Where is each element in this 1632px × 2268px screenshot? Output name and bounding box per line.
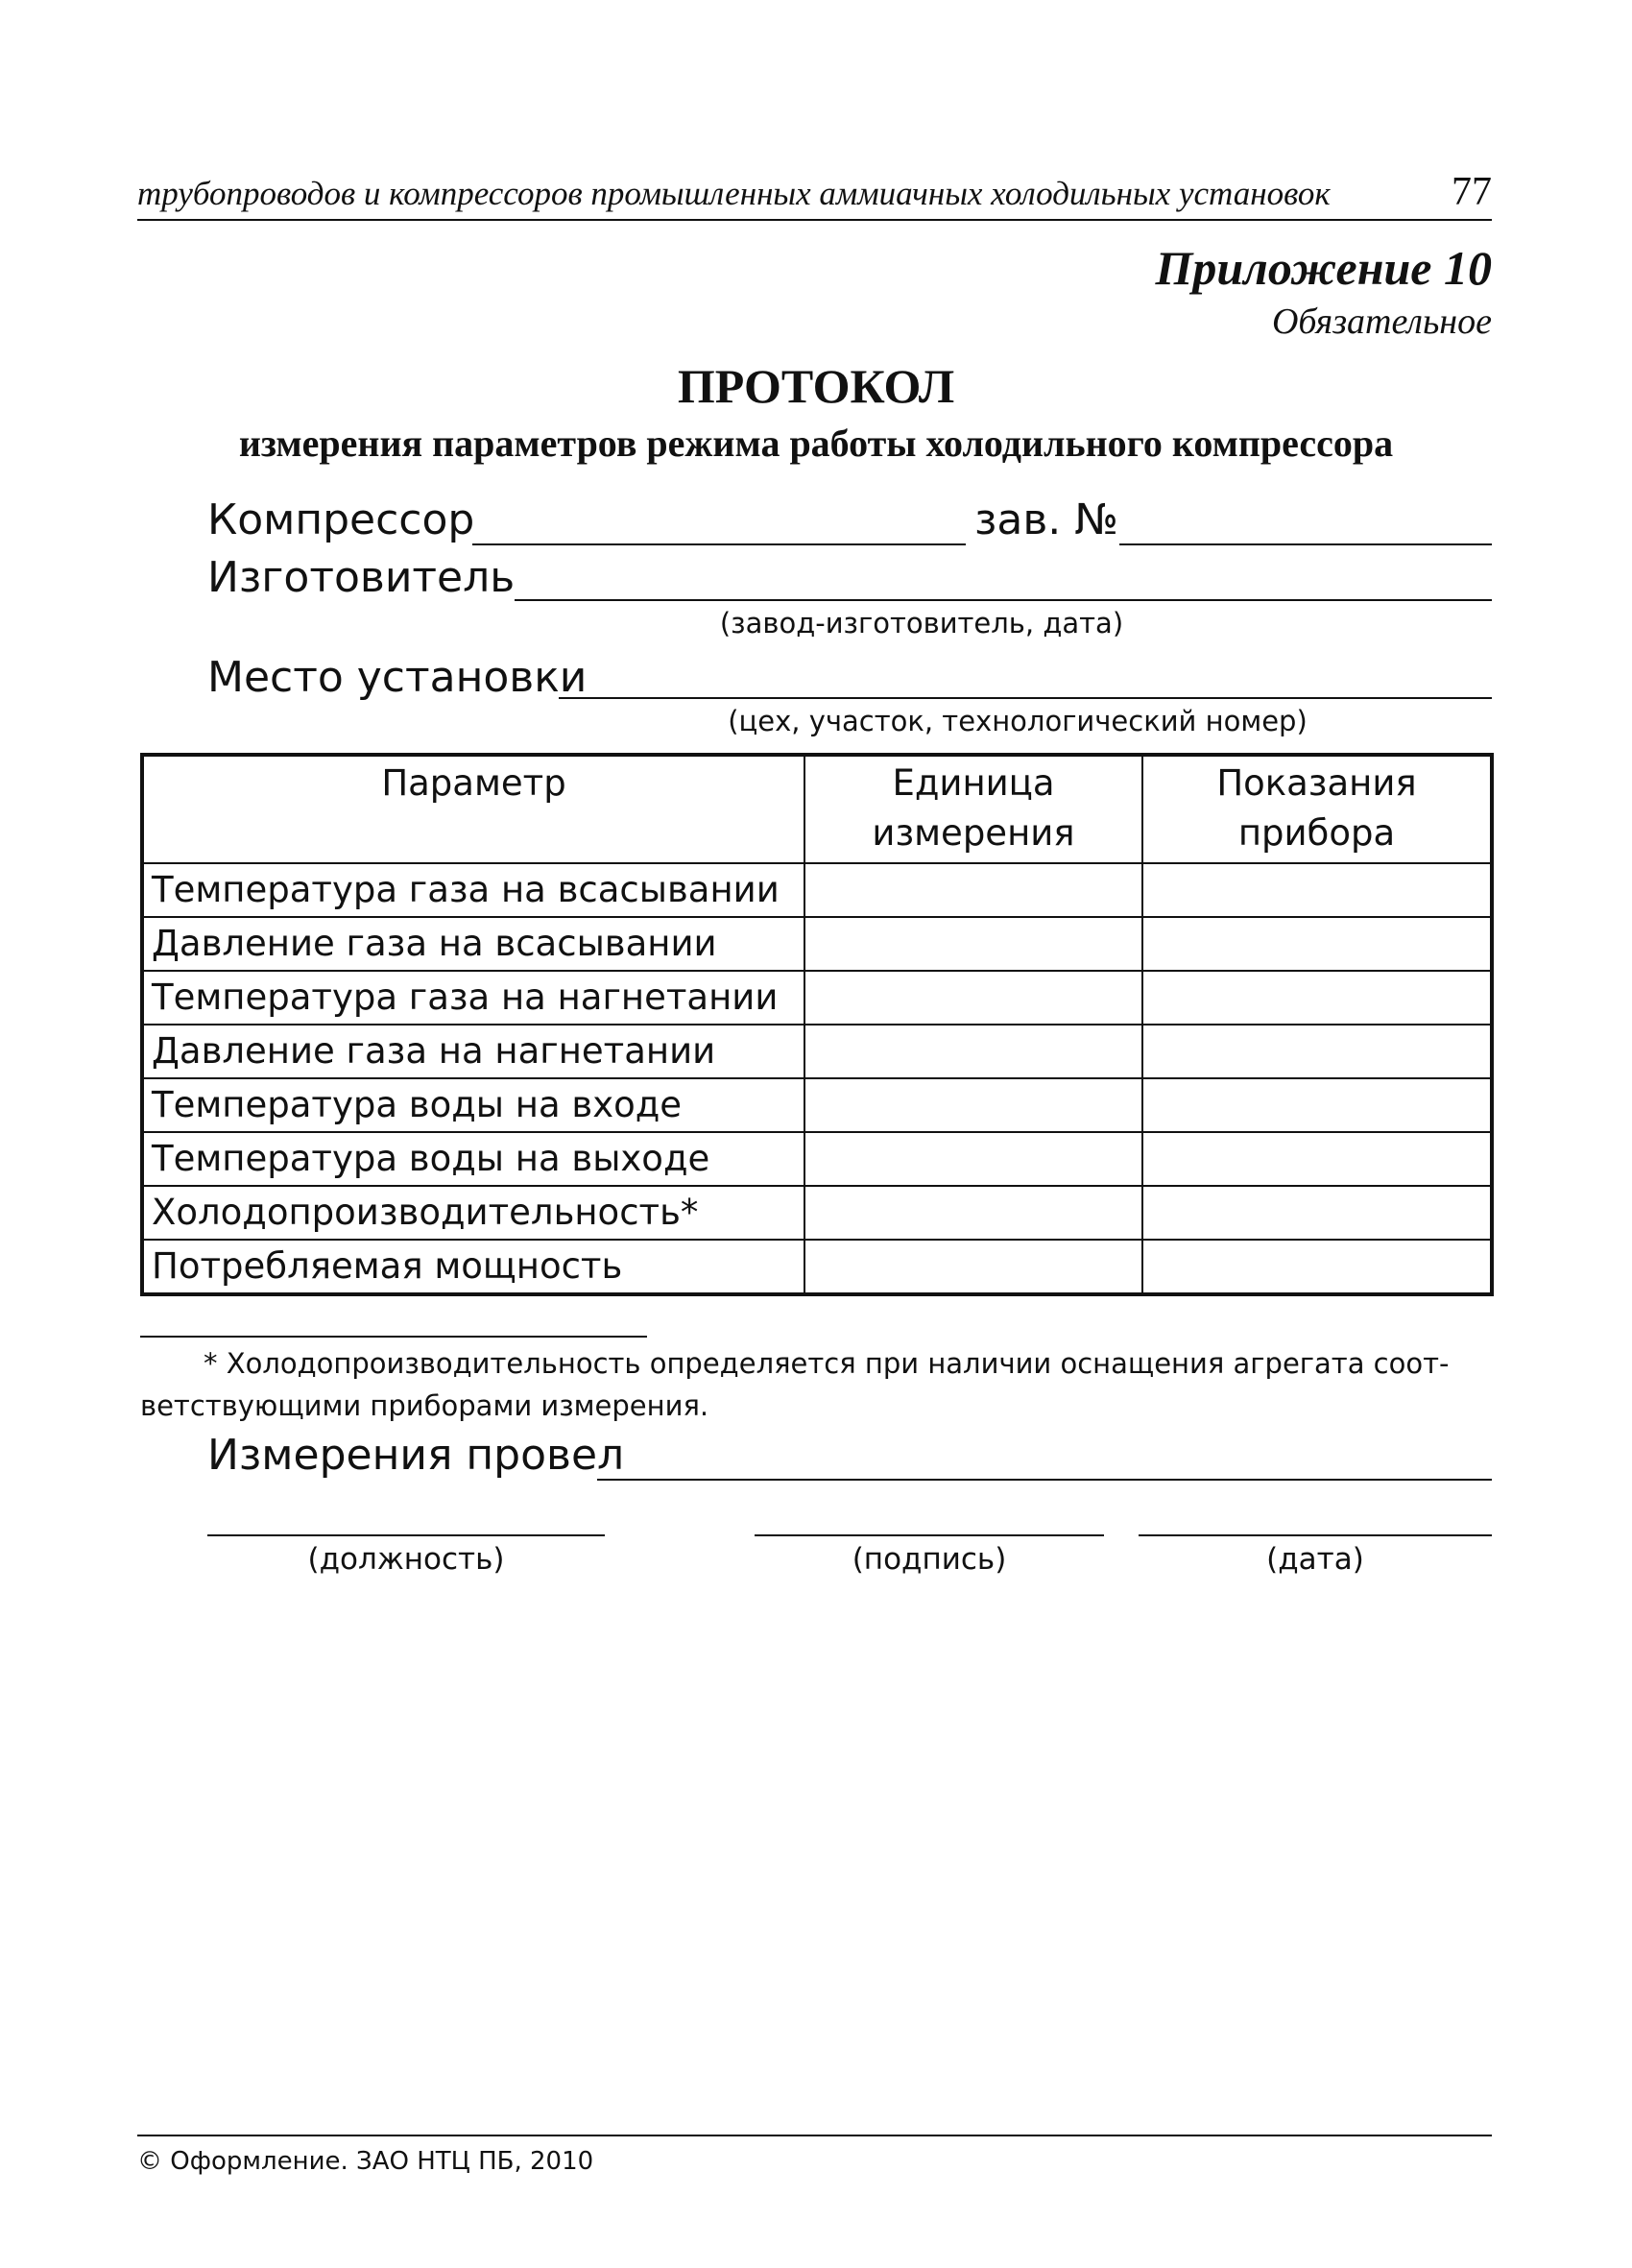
column-header-parameter: Параметр: [142, 755, 804, 863]
parameter-cell: Температура воды на выходе: [142, 1132, 804, 1186]
unit-cell[interactable]: [804, 1025, 1142, 1078]
reading-cell[interactable]: [1142, 863, 1492, 917]
unit-cell[interactable]: [804, 863, 1142, 917]
table-row: [142, 917, 1492, 971]
running-header-title: трубопроводов и компрессоров промышленных аммиачных холодильных установок: [137, 175, 1331, 212]
appendix-label: Приложение 10: [1155, 241, 1492, 295]
unit-cell[interactable]: [804, 1186, 1142, 1240]
table-row: [142, 1132, 1492, 1186]
manufacturer-input-line[interactable]: [515, 599, 1492, 601]
table-row: [142, 1240, 1492, 1294]
parameter-cell: Температура газа на всасывании: [142, 863, 804, 917]
reading-cell[interactable]: [1142, 917, 1492, 971]
table-header-row: [142, 755, 1492, 863]
appendix-status: Обязательное: [1271, 302, 1492, 342]
column-header-reading: Показания прибора: [1142, 755, 1492, 863]
reading-cell[interactable]: [1142, 971, 1492, 1025]
unit-cell[interactable]: [804, 1078, 1142, 1132]
parameters-table: [140, 753, 1494, 1296]
unit-cell[interactable]: [804, 971, 1142, 1025]
signature-hint: (подпись): [852, 1542, 1007, 1577]
location-label: Место установки: [207, 653, 588, 702]
footnote: [140, 1342, 1492, 1427]
reading-cell[interactable]: [1142, 1240, 1492, 1294]
compressor-label: Компрессор: [207, 495, 475, 544]
column-header-unit: Единица измерения: [804, 755, 1142, 863]
manufacturer-hint: (завод-изготовитель, дата): [719, 607, 1124, 639]
reading-cell[interactable]: [1142, 1186, 1492, 1240]
table-row: [142, 971, 1492, 1025]
footnote-line-2: ветствующими приборами измерения.: [140, 1389, 709, 1422]
parameter-cell: Потребляемая мощность: [142, 1240, 804, 1294]
parameter-cell: Температура газа на нагнетании: [142, 971, 804, 1025]
parameter-cell: Давление газа на нагнетании: [142, 1025, 804, 1078]
page-number: 77: [1452, 170, 1492, 214]
position-input-line[interactable]: [207, 1534, 605, 1536]
reading-cell[interactable]: [1142, 1132, 1492, 1186]
footnote-line-1: * Холодопроизводительность определяется при наличии оснащения агрегата соот-: [204, 1347, 1450, 1380]
document-subtitle: измерения параметров режима работы холодильного компрессора: [238, 422, 1394, 465]
unit-cell[interactable]: [804, 1240, 1142, 1294]
location-input-line[interactable]: [559, 697, 1492, 699]
running-header: [137, 165, 1492, 221]
unit-cell[interactable]: [804, 1132, 1142, 1186]
compressor-input-line[interactable]: [472, 543, 966, 545]
reading-cell[interactable]: [1142, 1078, 1492, 1132]
parameter-cell: Температура воды на входе: [142, 1078, 804, 1132]
table-row: [142, 1025, 1492, 1078]
date-input-line[interactable]: [1139, 1534, 1492, 1536]
footer-separator: [137, 2135, 1492, 2136]
serial-number-label: зав. №: [974, 495, 1119, 544]
serial-number-input-line[interactable]: [1119, 543, 1492, 545]
location-hint: (цех, участок, технологический номер): [728, 705, 1308, 737]
unit-cell[interactable]: [804, 917, 1142, 971]
footer-copyright: © Оформление. ЗАО НТЦ ПБ, 2010: [137, 2147, 594, 2176]
signature-input-line[interactable]: [755, 1534, 1104, 1536]
position-hint: (должность): [307, 1542, 505, 1577]
document-title: ПРОТОКОЛ: [677, 359, 955, 413]
manufacturer-label: Изготовитель: [207, 553, 516, 602]
parameter-cell: Давление газа на всасывании: [142, 917, 804, 971]
parameter-cell: Холодопроизводительность*: [142, 1186, 804, 1240]
reading-cell[interactable]: [1142, 1025, 1492, 1078]
table-row: [142, 1186, 1492, 1240]
measured-by-input-line[interactable]: [597, 1479, 1492, 1481]
measured-by-label: Измерения провел: [207, 1431, 625, 1480]
footnote-separator: [140, 1336, 647, 1338]
table-row: [142, 1078, 1492, 1132]
table-row: [142, 863, 1492, 917]
date-hint: (дата): [1266, 1542, 1364, 1577]
